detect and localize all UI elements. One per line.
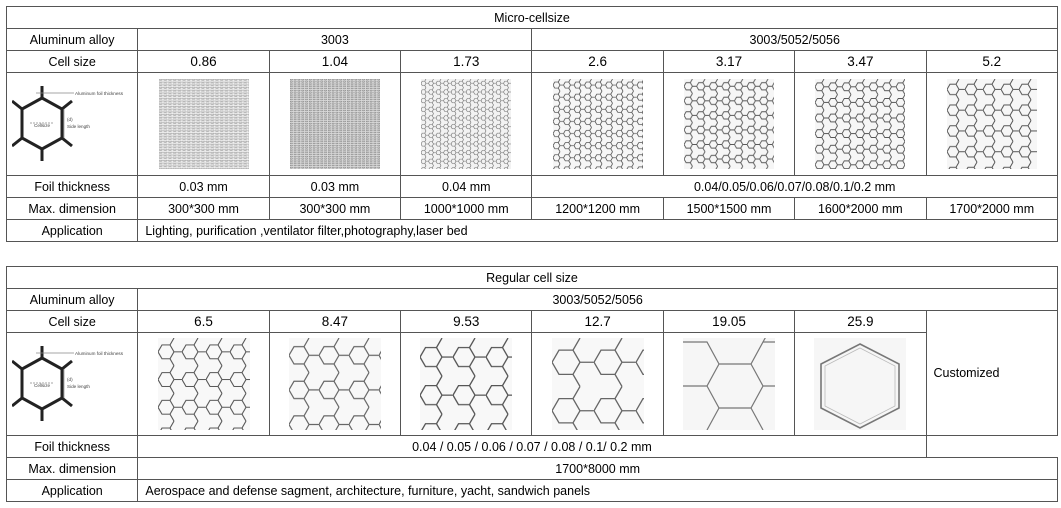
hexagon-diagram-cell [7,73,138,176]
micro-dimension-value: 1000*1000 mm [401,198,532,220]
svg-text:Aluminum foil thickness: Aluminum foil thickness [75,351,124,356]
micro-alloy-label: Aluminum alloy [7,29,138,51]
honeycomb-pattern-image [814,338,906,430]
honeycomb-sample-cell [663,333,794,436]
micro-alloy-3003: 3003 [138,29,532,51]
honeycomb-pattern-image [290,79,380,169]
micro-alloy-mixed: 3003/5052/5056 [532,29,1058,51]
micro-cellsize-table [6,6,1058,242]
hexagon-diagram-icon [12,336,132,432]
honeycomb-sample-cell [795,333,926,436]
regular-cellsize-value: 12.7 [532,311,663,333]
svg-text:Side length: Side length [67,124,91,129]
micro-cellsize-value: 1.04 [269,51,400,73]
micro-foil-value: 0.03 mm [269,176,400,198]
honeycomb-pattern-image [158,338,250,430]
hexagon-diagram-icon [12,76,132,172]
honeycomb-pattern-image [684,79,774,169]
honeycomb-sample-cell [532,73,663,176]
micro-cellsize-value: 5.2 [926,51,1057,73]
honeycomb-pattern-image [947,79,1037,169]
svg-text:(d): (d) [67,377,73,382]
micro-dimension-value: 1500*1500 mm [663,198,794,220]
micro-dimension-value: 1700*2000 mm [926,198,1057,220]
micro-dimension-value: 300*300 mm [138,198,269,220]
honeycomb-sample-cell [269,73,400,176]
honeycomb-sample-cell [663,73,794,176]
regular-cellsize-value: 8.47 [269,311,400,333]
honeycomb-pattern-image [683,338,775,430]
honeycomb-sample-cell [795,73,926,176]
regular-application-label: Application [7,480,138,502]
regular-cellsize-value: 19.05 [663,311,794,333]
micro-table-title: Micro-cellsize [7,7,1058,29]
honeycomb-sample-cell [401,333,532,436]
honeycomb-pattern-image [815,79,905,169]
honeycomb-sample-cell [401,73,532,176]
regular-cellsize-value: 25.9 [795,311,926,333]
micro-cellsize-value: 2.6 [532,51,663,73]
honeycomb-sample-cell [269,333,400,436]
regular-cellsize-table [6,266,1058,502]
regular-application-value: Aerospace and defense sagment, architecture, furniture, yacht, sandwich panels [138,480,1058,502]
svg-text:Cellsize: Cellsize [34,123,51,128]
honeycomb-sample-cell [926,73,1057,176]
svg-text:Cellsize: Cellsize [34,383,51,388]
honeycomb-pattern-image [553,79,643,169]
regular-foil-empty [926,436,1057,458]
regular-alloy-value: 3003/5052/5056 [138,289,1058,311]
regular-dimension-value: 1700*8000 mm [138,458,1058,480]
micro-foil-value: 0.04 mm [401,176,532,198]
micro-application-value: Lighting, purification ,ventilator filter,photography,laser bed [138,220,1058,242]
svg-text:Side length: Side length [67,384,91,389]
regular-table-title: Regular cell size [7,267,1058,289]
honeycomb-sample-cell [532,333,663,436]
regular-alloy-label: Aluminum alloy [7,289,138,311]
micro-cellsize-value: 3.47 [795,51,926,73]
micro-foil-value: 0.03 mm [138,176,269,198]
regular-foil-label: Foil thickness [7,436,138,458]
honeycomb-pattern-image [159,79,249,169]
honeycomb-sample-cell [138,333,269,436]
micro-dimension-value: 1600*2000 mm [795,198,926,220]
micro-foil-label: Foil thickness [7,176,138,198]
regular-cellsize-value: 9.53 [401,311,532,333]
honeycomb-pattern-image [552,338,644,430]
svg-text:Aluminum foil thickness: Aluminum foil thickness [75,91,124,96]
honeycomb-sample-cell [138,73,269,176]
micro-cellsize-label: Cell size [7,51,138,73]
regular-customized-cell: Customized [926,311,1057,436]
micro-application-label: Application [7,220,138,242]
micro-cellsize-value: 3.17 [663,51,794,73]
micro-dimension-value: 300*300 mm [269,198,400,220]
regular-cellsize-label: Cell size [7,311,138,333]
honeycomb-pattern-image [289,338,381,430]
regular-dimension-label: Max. dimension [7,458,138,480]
regular-foil-value: 0.04 / 0.05 / 0.06 / 0.07 / 0.08 / 0.1/ 0.2 mm [138,436,926,458]
svg-text:(d): (d) [67,117,73,122]
micro-cellsize-value: 0.86 [138,51,269,73]
regular-cellsize-value: 6.5 [138,311,269,333]
micro-foil-value: 0.04/0.05/0.06/0.07/0.08/0.1/0.2 mm [532,176,1058,198]
micro-dimension-value: 1200*1200 mm [532,198,663,220]
honeycomb-pattern-image [420,338,512,430]
micro-cellsize-value: 1.73 [401,51,532,73]
hexagon-diagram-cell [7,333,138,436]
honeycomb-pattern-image [421,79,511,169]
micro-dimension-label: Max. dimension [7,198,138,220]
